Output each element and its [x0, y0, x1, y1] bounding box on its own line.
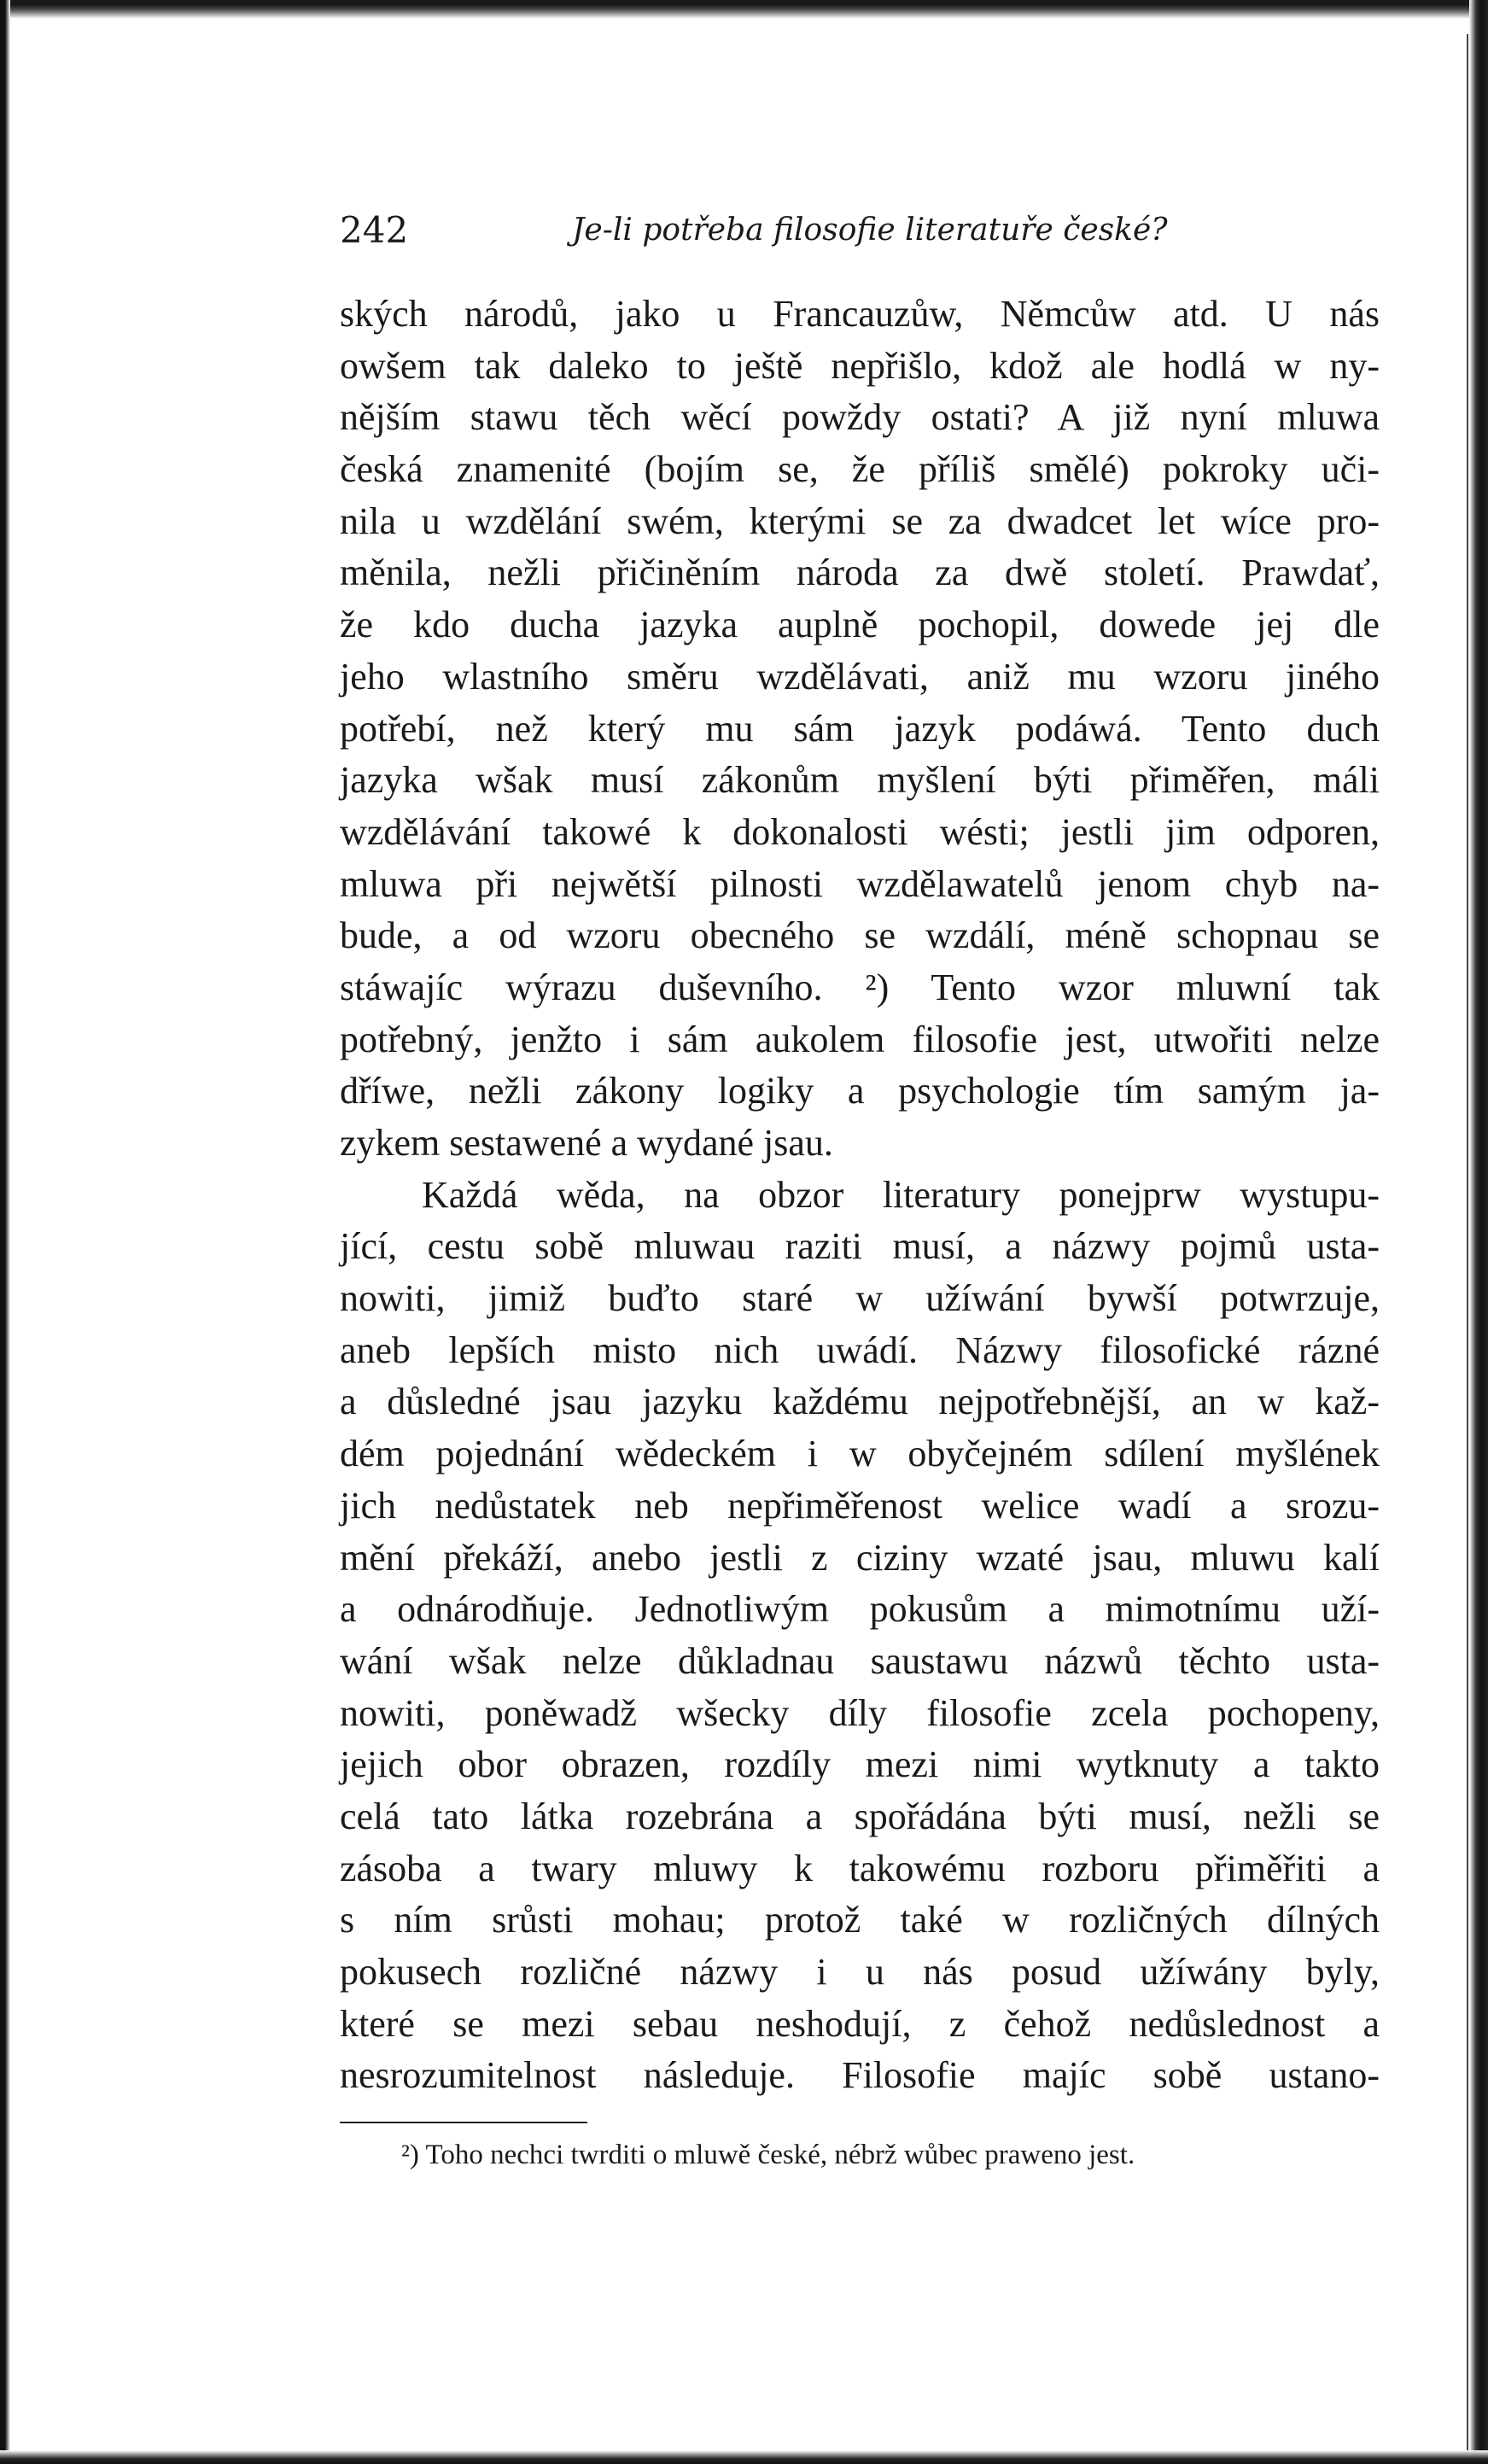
- text-line: jich nedůstatek neb nepřiměřenost welice wadí a srozu-: [340, 1484, 1380, 1527]
- text-line: mění překáží, anebo jestli z ciziny wzaté jsau, mluwu kalí: [340, 1536, 1380, 1579]
- text-line: s ním srůsti mohau; protož také w rozličných dílných: [340, 1899, 1380, 1941]
- body-text: [340, 289, 1380, 2102]
- text-line: wání wšak nelze důkladnau saustawu názwů těchto usta-: [340, 1639, 1380, 1682]
- text-line: a odnárodňuje. Jednotliwým pokusům a mimotnímu uží-: [340, 1588, 1380, 1631]
- text-line: česká znamenité (bojím se, že příliš smělé) pokroky uči-: [340, 448, 1380, 491]
- text-line: nowiti, jimiž buďto staré w užíwání bywší potwrzuje,: [340, 1277, 1380, 1320]
- text-line: mluwa při nejwětší pilnosti wzdělawatelů jenom chyb na-: [340, 862, 1380, 905]
- text-line: jeho wlastního směru wzdělávati, aniž mu wzoru jiného: [340, 655, 1380, 698]
- text-line: stáwajíc wýrazu duševního. ²) Tento wzor mluwní tak: [340, 966, 1380, 1008]
- scan-edge-bottom: [0, 2450, 1488, 2464]
- text-line: nesrozumitelnost následuje. Filosofie majíc sobě ustano-: [340, 2054, 1380, 2097]
- text-line: nowiti, poněwadž wšecky díly filosofie zcela pochopeny,: [340, 1691, 1380, 1734]
- page-header: [340, 209, 1381, 260]
- scan-edge-right-inner: [1467, 34, 1468, 2450]
- scan-edge-top: [0, 0, 1488, 19]
- text-line: nějším stawu těch wěcí powždy ostati? A již nyní mluwa: [340, 396, 1380, 439]
- paragraph-last-line: zykem sestawené a wydané jsau.: [340, 1122, 833, 1164]
- text-line: a důsledné jsau jazyku každému nejpotřebnější, an w kaž-: [340, 1381, 1380, 1423]
- text-line: jící, cestu sobě mluwau raziti musí, a názwy pojmů usta-: [340, 1225, 1380, 1268]
- text-line: jejich obor obrazen, rozdíly mezi nimi wytknuty a takto: [340, 1743, 1380, 1786]
- text-line: dém pojednání wědeckém i w obyčejném sdílení myšlének: [340, 1433, 1380, 1475]
- text-line: potřebí, než který mu sám jazyk podáwá. Tento duch: [340, 707, 1380, 750]
- text-line: které se mezi sebau neshodují, z čehož nedůslednost a: [340, 2002, 1380, 2045]
- text-line: ských národů, jako u Francauzůw, Němcůw atd. U nás: [340, 293, 1380, 335]
- text-line: že kdo ducha jazyka auplně pochopil, dowede jej dle: [340, 604, 1380, 646]
- text-line: celá tato látka rozebrána a spořádána býti musí, nežli se: [340, 1795, 1380, 1837]
- text-line: aneb lepších misto nich uwádí. Názwy filosofické rázné: [340, 1328, 1380, 1371]
- running-title: Je-li potřeba filosofie literatuře české?: [572, 213, 1168, 248]
- footnote: ²) Toho nechci twrditi o mluwě české, nébrž wůbec praweno jest.: [401, 2140, 1135, 2170]
- text-line: nila u wzdělání swém, kterými se za dwadcet let wíce pro-: [340, 499, 1380, 542]
- text-line: potřebný, jenžto i sám aukolem filosofie jest, utwořiti nelze: [340, 1018, 1380, 1060]
- text-line: bude, a od wzoru obecného se wzdálí, méně schopnau se: [340, 914, 1380, 957]
- page-number: 242: [340, 209, 409, 251]
- text-line: zásoba a twary mluwy k takowému rozboru přiměřiti a: [340, 1847, 1380, 1889]
- scan-edge-left: [0, 0, 10, 2464]
- text-line: pokusech rozličné názwy i u nás posud užíwány byly,: [340, 1951, 1380, 1993]
- footnote-divider: [340, 2122, 587, 2123]
- scan-edge-right: [1469, 0, 1488, 2464]
- paragraph-first-line: Každá wěda, na obzor literatury ponejprw wystupu-: [422, 1173, 1380, 1216]
- text-line: owšem tak daleko to ještě nepřišlo, kdož ale hodlá w ny-: [340, 344, 1380, 387]
- text-line: wzdělávání takowé k dokonalosti wésti; jestli jim odporen,: [340, 810, 1380, 853]
- text-line: dříwe, nežli zákony logiky a psychologie tím samým ja-: [340, 1070, 1380, 1112]
- text-line: měnila, nežli přičiněním národa za dwě století. Prawdať,: [340, 552, 1380, 594]
- text-line: jazyka wšak musí zákonům myšlení býti přiměřen, máli: [340, 759, 1380, 802]
